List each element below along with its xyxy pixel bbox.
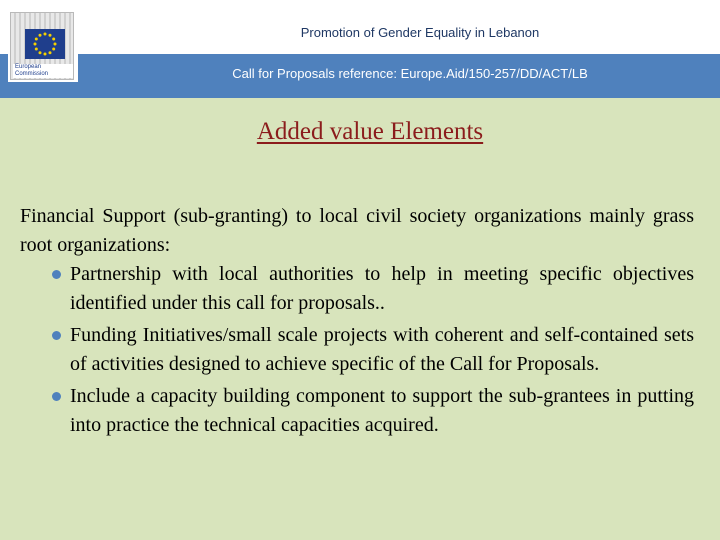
eu-flag-icon [25,29,65,59]
list-item-text: Funding Initiatives/small scale projects with coherent and self-contained sets of activities designed to achieve specific of the Call for Proposals. [70,324,694,375]
logo-line-2: Commission [15,71,49,77]
list-item-text: Include a capacity building component to support the sub-grantees in putting into practice the technical capacities acquired. [70,385,694,436]
bullet-list [20,260,694,440]
list-item [20,260,694,318]
logo-frame [10,12,74,80]
bullet-dot-icon [52,270,61,279]
intro-paragraph: Financial Support (sub-granting) to local civil society organizations mainly grass root organizations: [20,205,694,256]
content-body [20,202,694,443]
list-item-text: Partnership with local authorities to help in meeting specific objectives identified under this call for proposals.. [70,263,694,314]
call-reference: Call for Proposals reference: Europe.Aid/150-257/DD/ACT/LB [232,66,588,81]
logo-line-1: European [15,64,42,70]
list-item [20,321,694,379]
european-commission-logo [8,10,78,82]
bullet-dot-icon [52,331,61,340]
header-title: Promotion of Gender Equality in Lebanon [300,25,540,40]
list-item [20,382,694,440]
eu-stars-icon [25,29,65,59]
page-heading: Added value Elements [256,118,484,145]
logo-text [13,64,74,78]
bullet-dot-icon [52,392,61,401]
